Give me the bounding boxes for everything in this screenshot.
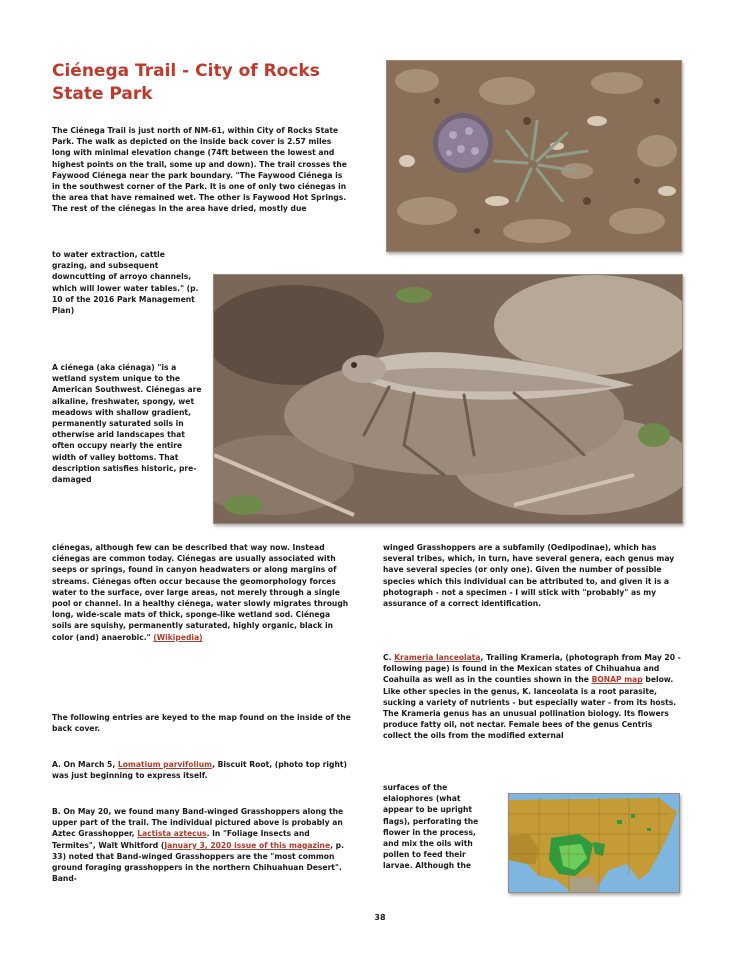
page-title: Ciénega Trail - City of Rocks State Park	[52, 61, 320, 104]
keyed-entries-note: The following entries are keyed to the map found on the inside of the back cover.	[52, 713, 351, 734]
entry-c	[383, 652, 683, 742]
entry-b	[52, 806, 352, 884]
entry-c-end: below. Like other species in the genus, K. lanceolata is a root parasite, sucking a variety of nutrients - but especially water - from its hosts. The Krameria genus has an unusual pollination biology. Its flowers produce fatty oil, not nectar. Female bees of the genus Centris collect the oils from the modified external	[383, 675, 677, 741]
cienega-text: ciénegas, although few can be described that way now. Instead ciénegas are common today. Ciénegas are usually associated with seeps or springs, found in canyon headwaters or along margins of streams. Ciénegas often occur because the geomorphology forces water to the surface, over large areas, not merely through a single pool or channel. In a healthy ciénega, water slowly migrates through long, wide-scale mats of thick, sponge-like wetland sod. Ciénega soils are squishy, permanently saturated, highly organic, black in color (and) anaerobic."	[52, 543, 349, 642]
map-image	[509, 794, 679, 892]
bonap-map-link[interactable]: BONAP map	[591, 675, 643, 685]
entry-c-text: , Trailing Krameria, (photograph from May 20 - following page) is found in the Mexican states of Chihuahua and Coahuila as well as in the counties shown in the	[383, 653, 681, 685]
lactista-link[interactable]: Lactista aztecus	[137, 829, 207, 839]
magazine-issue-link[interactable]: January 3, 2020 issue of this magazine	[164, 840, 331, 850]
intro-paragraph: The Ciénega Trail is just north of NM-61, within City of Rocks State Park. The walk as depicted on the inside back cover is 2.57 miles long with minimal elevation change (74ft between the lowest and highest points on the trail, some up and down). The trail crosses the Faywood Ciénega near the park boundary. "The Faywood Ciénega is in the southwest corner of the Park. It is one of only two ciénegas in the area that have remained wet. The other is Faywood Hot Springs. The rest of the ciénegas in the area have dried, mostly due	[52, 126, 347, 214]
grasshopper-taxonomy: winged Grasshoppers are a subfamily (Oedipodinae), which has several tribes, which, in turn, have several genera, each genus may have several species (or only one). Given the number of possible species which this individual can be attributed to, and given it is a photograph - not a specimen - I will stick with "probably" as my assurance of a correct identification.	[383, 543, 675, 609]
photo-biscuit-root	[386, 60, 682, 252]
krameria-link[interactable]: Krameria lanceolata	[394, 653, 481, 662]
entry-b-mid: . In "Foliage Insects and Termites", Walt Whitford (	[52, 829, 310, 850]
entry-c-prefix: C.	[383, 653, 392, 662]
intro-paragraph-continued: to water extraction, cattle grazing, and subsequent downcutting of arroyo channels, which will lower water tables." (p. 10 of the 2016 Park Management Plan)	[52, 250, 199, 316]
cienega-definition: A ciénega (aka ciénaga) "is a wetland system unique to the American Southwest. Ciénegas are alkaline, freshwater, spongy, wet meadows with shallow gradient, permanently saturated soils in otherwise arid landscapes that often occupy nearly the entire width of valley bottoms. That description satisfies historic, pre-damaged	[52, 363, 202, 485]
entry-a	[52, 759, 352, 781]
lomatium-link[interactable]: Lomatium parvifolium	[117, 760, 213, 769]
entry-b-text: B. On May 20, we found many Band-winged Grasshoppers along the upper part of the trail. The individual pictured above is probably an Aztec Grasshopper,	[52, 807, 344, 839]
wikipedia-link[interactable]: (Wikipedia)	[153, 632, 203, 642]
entry-c-continued: surfaces of the elaiophores (what appear to be upright flags), perforating the flower in the process, and mix the oils with pollen to feed their larvae. Although the	[383, 783, 479, 871]
cienega-definition-continued	[52, 542, 352, 643]
entry-a-text: , Biscuit Root, (photo top right) was just beginning to express itself.	[52, 760, 347, 781]
page-number: 38	[374, 913, 386, 922]
photo-grasshopper	[213, 274, 683, 524]
biscuit-root-image	[387, 61, 681, 251]
grasshopper-image	[214, 275, 682, 523]
entry-b-end: , p. 33) noted that Band-winged Grasshoppers are the "most common ground foraging grasshoppers in the northern Chihuahuan Desert". Band-	[52, 840, 344, 884]
bonap-distribution-map	[508, 793, 680, 893]
entry-a-prefix: A. On March 5,	[52, 760, 116, 769]
